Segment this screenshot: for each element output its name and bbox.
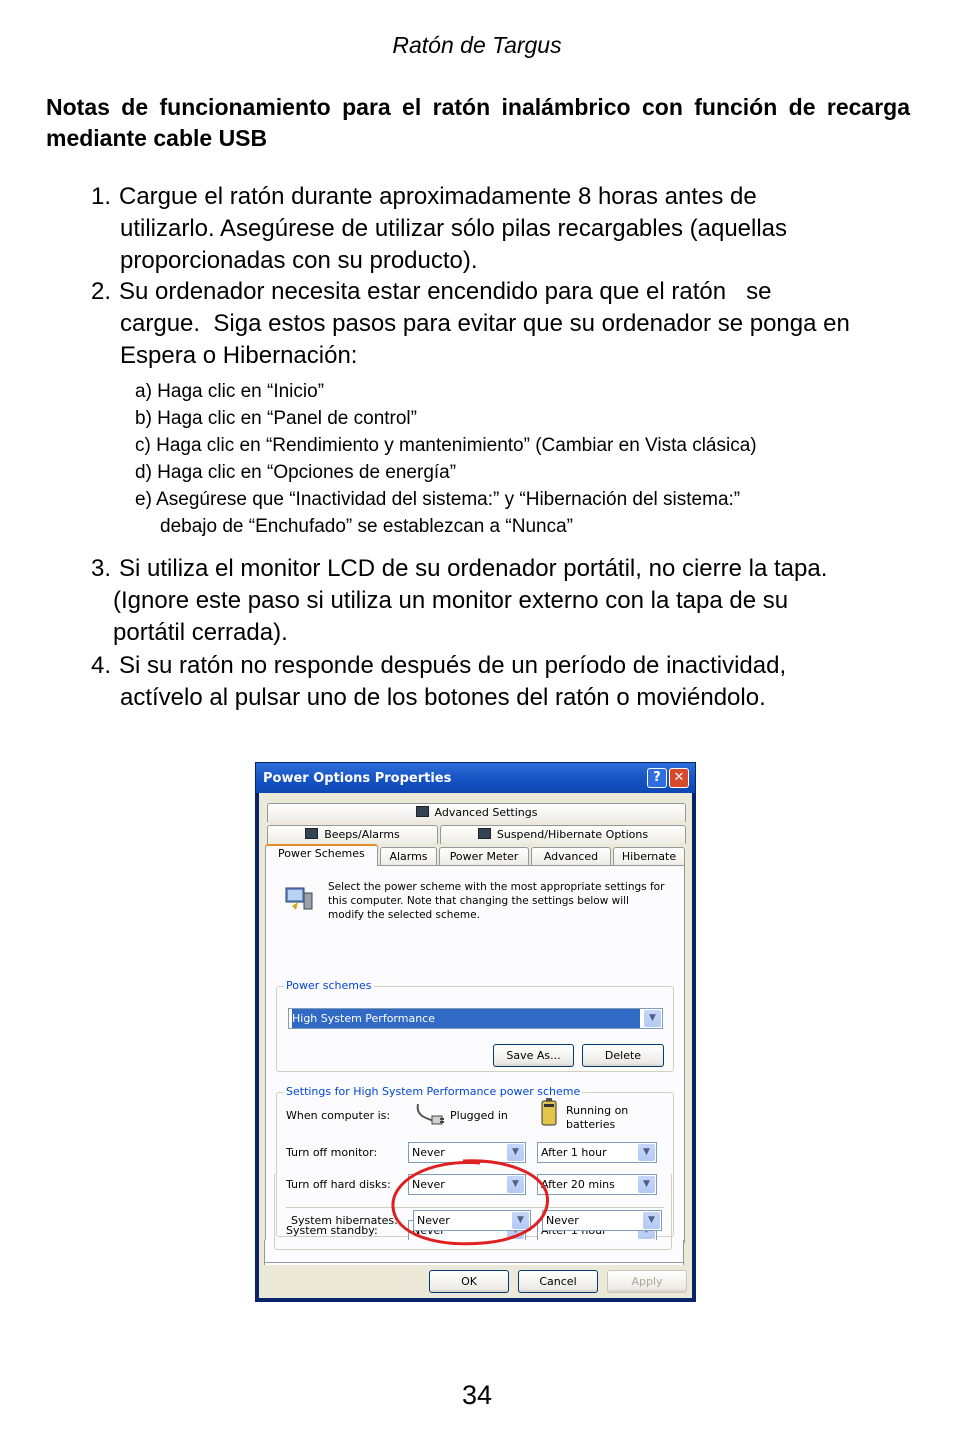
step-2-line-1: Su ordenador necesita estar encendido para que el ratón se	[119, 278, 772, 305]
highlight-circle	[385, 1155, 555, 1251]
scheme-description: Select the power scheme with the most appropriate settings for this computer. Note that changing the settings below will modify the selected scheme.	[328, 881, 665, 921]
chevron-down-icon: ▼	[643, 1212, 660, 1229]
chevron-down-icon: ▼	[512, 1212, 529, 1229]
step-2-line-3: Espera o Hibernación:	[120, 342, 358, 369]
substep-a: a) Haga clic en “Inicio”	[135, 381, 325, 402]
hibernate-battery-select[interactable]: Never ▼	[542, 1210, 662, 1231]
step-4-line-2: actívelo al pulsar uno de los botones del ratón o moviéndolo.	[120, 684, 766, 711]
power-schemes-label: Power schemes	[286, 979, 372, 992]
panel-bottom-border	[264, 1262, 684, 1263]
delete-button[interactable]: Delete	[582, 1044, 664, 1067]
step-1	[91, 181, 931, 277]
system-standby-label: System standby:	[286, 1224, 378, 1237]
computer-icon	[478, 828, 491, 839]
substep-list	[135, 378, 895, 540]
disks-plugged-select[interactable]: Never ▼	[408, 1174, 526, 1195]
running-on-batteries-label: Running on batteries	[566, 1104, 629, 1131]
substep-e-cont: debajo de “Enchufado” se establezcan a “Nunca”	[160, 516, 573, 537]
close-button[interactable]: ✕	[669, 768, 689, 788]
substep-c: c) Haga clic en “Rendimiento y mantenimiento” (Cambiar en Vista clásica)	[135, 435, 757, 456]
monitor-battery-select[interactable]: After 1 hour ▼	[537, 1142, 657, 1163]
tab-suspend-hibernate[interactable]: Suspend/Hibernate Options	[440, 825, 686, 844]
chevron-down-icon: ▼	[638, 1144, 655, 1161]
substep-e: e) Asegúrese que “Inactividad del sistema:” y “Hibernación del sistema:”	[135, 489, 741, 510]
monitor-plugged-select[interactable]: Never ▼	[408, 1142, 526, 1163]
substep-d: d) Haga clic en “Opciones de energía”	[135, 462, 457, 483]
chevron-down-icon: ▼	[507, 1144, 524, 1161]
step-4	[91, 650, 931, 714]
tab-power-schemes[interactable]: Power Schemes	[265, 844, 378, 866]
settings-group-label: Settings for High System Performance power scheme	[286, 1085, 581, 1098]
section-title: Notas de funcionamiento para el ratón inalámbrico con función de recarga mediante cable USB	[46, 94, 910, 151]
save-as-button[interactable]: Save As...	[493, 1044, 574, 1067]
tab-hibernate[interactable]: Hibernate	[613, 847, 685, 866]
apply-button[interactable]: Apply	[607, 1270, 687, 1293]
chevron-down-icon: ▼	[638, 1176, 655, 1193]
step-3-line-2: (Ignore este paso si utiliza un monitor externo con la tapa de su	[113, 587, 789, 614]
step-3-number: 3.	[91, 555, 112, 582]
computer-icon	[305, 828, 318, 839]
power-scheme-select[interactable]: High System Performance ▼	[288, 1008, 663, 1029]
step-1-line-2: utilizarlo. Asegúrese de utilizar sólo pilas recargables (aquellas	[120, 215, 788, 242]
tab-advanced[interactable]: Advanced	[531, 847, 611, 866]
cancel-button[interactable]: Cancel	[518, 1270, 598, 1293]
dialog-titlebar	[256, 763, 695, 793]
step-2-number: 2.	[91, 278, 112, 305]
tab-advanced-settings[interactable]: Advanced Settings	[267, 803, 686, 822]
computer-icon	[416, 806, 429, 817]
chevron-down-icon: ▼	[507, 1176, 524, 1193]
step-3	[91, 553, 931, 649]
step-3-line-3: portátil cerrada).	[113, 619, 288, 646]
dialog-title: Power Options Properties	[263, 771, 452, 786]
help-button[interactable]: ?	[647, 768, 667, 788]
when-computer-label: When computer is:	[286, 1109, 391, 1122]
tab-alarms[interactable]: Alarms	[380, 847, 437, 866]
tab-beeps-alarms[interactable]: Beeps/Alarms	[267, 825, 438, 844]
substep-b: b) Haga clic en “Panel de control”	[135, 408, 417, 429]
plugged-in-label: Plugged in	[450, 1109, 508, 1122]
hibernate-plugged-select[interactable]: Never ▼	[413, 1210, 531, 1231]
running-header: Ratón de Targus	[392, 32, 562, 58]
battery-icon	[541, 1098, 557, 1126]
step-1-number: 1.	[91, 183, 112, 210]
step-3-line-1: Si utiliza el monitor LCD de su ordenador portátil, no cierre la tapa.	[119, 555, 828, 582]
step-1-line-1: Cargue el ratón durante aproximadamente 8 horas antes de	[119, 183, 757, 210]
turn-off-disks-label: Turn off hard disks:	[286, 1178, 391, 1191]
step-1-line-3: proporcionadas con su producto).	[120, 247, 478, 274]
plug-icon	[414, 1100, 446, 1128]
system-hibernates-label: System hibernates:	[291, 1214, 398, 1227]
step-4-number: 4.	[91, 652, 112, 679]
step-4-line-1: Si su ratón no responde después de un período de inactividad,	[119, 652, 787, 679]
step-2-line-2: cargue. Siga estos pasos para evitar que su ordenador se ponga en	[120, 310, 850, 337]
ok-button[interactable]: OK	[429, 1270, 509, 1293]
tab-power-meter[interactable]: Power Meter	[439, 847, 529, 866]
disks-battery-select[interactable]: After 20 mins ▼	[537, 1174, 657, 1195]
turn-off-monitor-label: Turn off monitor:	[286, 1146, 378, 1159]
chevron-down-icon: ▼	[644, 1010, 661, 1027]
power-scheme-icon	[284, 884, 314, 912]
page-number: 34	[461, 1380, 493, 1410]
step-2	[91, 276, 931, 372]
